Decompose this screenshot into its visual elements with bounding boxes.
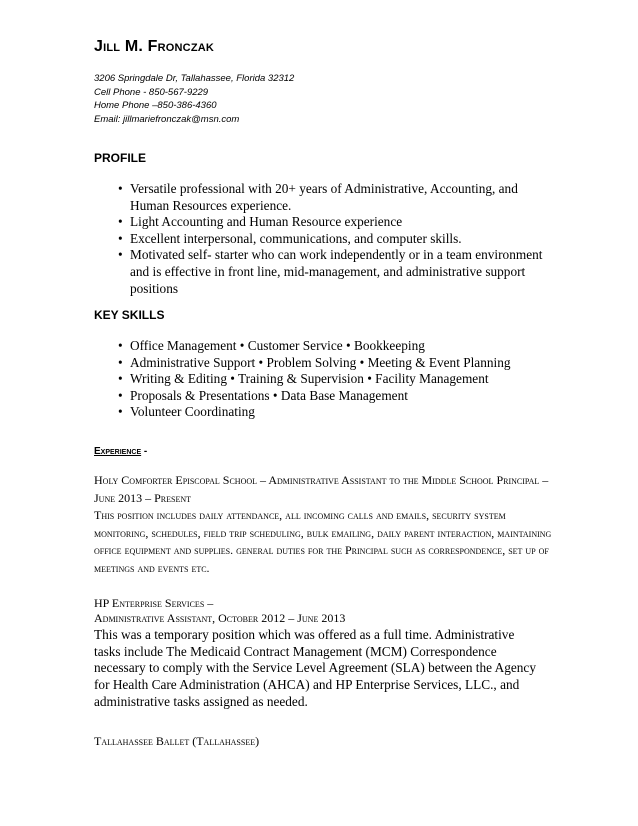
candidate-name: Jill M. Fronczak: [94, 38, 215, 55]
job-title: Tallahassee Ballet (Tallahassee): [94, 734, 260, 748]
experience-heading: [94, 446, 147, 457]
key-skills-heading: KEY SKILLS: [94, 308, 165, 322]
list-item: • Light Accounting and Human Resource experience: [118, 214, 548, 231]
profile-list: [118, 181, 548, 297]
list-item: • Excellent interpersonal, communications, and computer skills.: [118, 231, 548, 248]
list-item: • Motivated self- starter who can work independently or in a team environment and is effective in front line, mid-management, and administrative support positions: [118, 247, 548, 297]
key-skills-list: [118, 338, 548, 421]
list-item: • Proposals & Presentations • Data Base Management: [118, 388, 548, 405]
job-description: This was a temporary position which was offered as a full time. Administrative tasks include The Medicaid Contract Management (MCM) Correspondence necessary to comply with the Service Level Agreement (SLA) between the Agency for Health Care Administration (AHCA) and HP Enterprise Services, LLC., and administrative tasks assigned as needed.: [94, 627, 536, 709]
job-title: Administrative Assistant, October 2012 – June 2013: [94, 611, 346, 625]
home-phone-line: Home Phone –850-386-4360: [94, 100, 217, 111]
contact-block: [94, 72, 294, 126]
list-item: • Administrative Support • Problem Solving • Meeting & Event Planning: [118, 355, 548, 372]
email-line: Email: jillmariefronczak@msn.com: [94, 113, 240, 125]
cell-phone-line: Cell Phone - 850-567-9229: [94, 86, 209, 98]
list-item: • Volunteer Coordinating: [118, 404, 548, 421]
list-item: • Versatile professional with 20+ years of Administrative, Accounting, and Human Resources experience.: [118, 181, 548, 214]
experience-heading-text: Experience: [94, 446, 142, 457]
list-item: • Writing & Editing • Training & Supervision • Facility Management: [118, 371, 548, 388]
job-company: HP Enterprise Services –: [94, 596, 214, 610]
list-item: • Office Management • Customer Service • Bookkeeping: [118, 338, 548, 355]
job-title: Holy Comforter Episcopal School – Administrative Assistant to the Middle School Principal – June 2013 – Present: [94, 473, 549, 505]
experience-heading-suffix: -: [141, 446, 148, 457]
address-line: 3206 Springdale Dr, Tallahassee, Florida 32312: [94, 73, 295, 84]
job-description: This position includes daily attendance, all incoming calls and emails, security system monitoring, schedules, field trip scheduling, bulk emailing, daily parent interaction, maintaining office equipment and supplies. general duties for the Principal such as correspondence, set up of meetings and events etc.: [94, 508, 552, 575]
profile-heading: PROFILE: [94, 151, 147, 165]
